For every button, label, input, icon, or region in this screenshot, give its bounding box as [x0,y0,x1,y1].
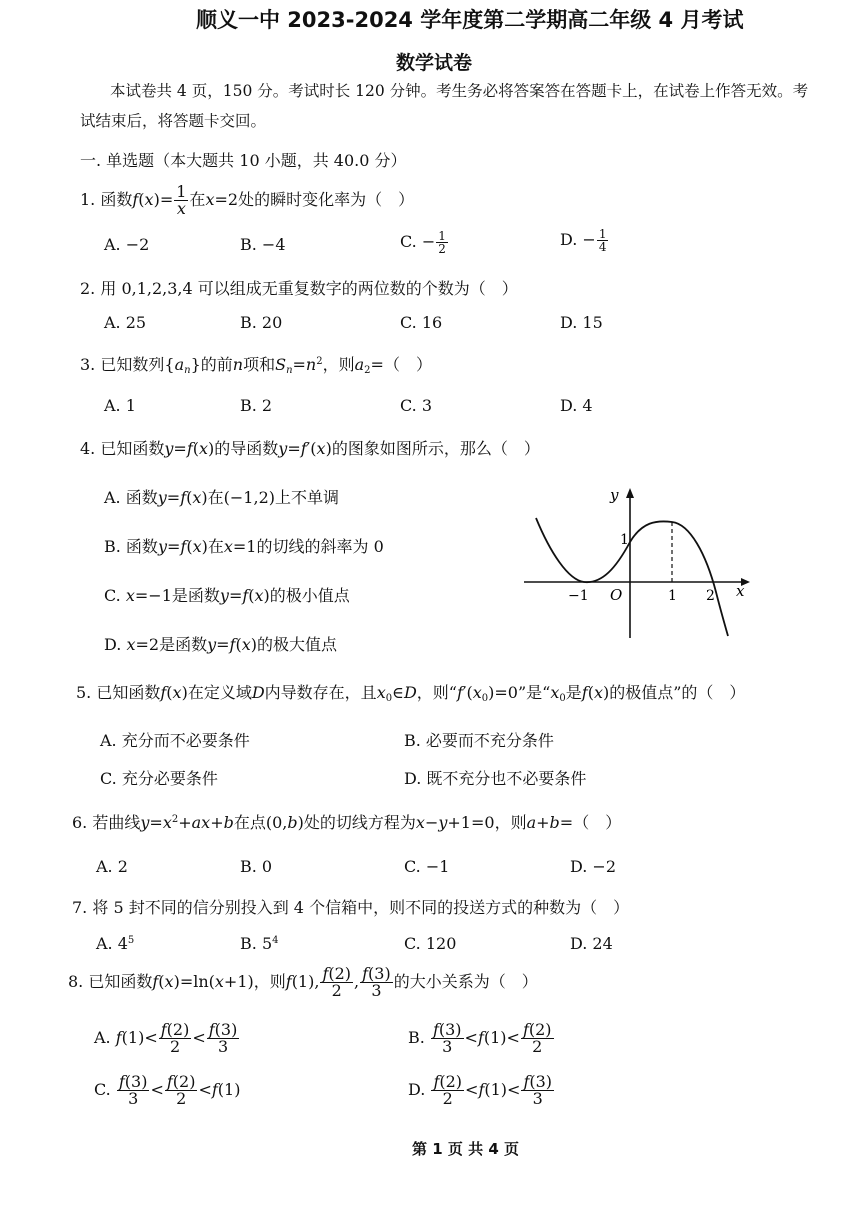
q1-option-b: B. −4 [240,235,286,254]
q7-option-a: A. $4^5$ [96,934,135,953]
question-4: 4. 已知函数y=f(x)的导函数y=f′(x)的图象如图所示，那么（ ） [80,439,540,458]
q3-option-b: B. 2 [240,396,273,415]
tick-label-2: 2 [706,588,715,604]
instructions-line-1: 本试卷共 4 页，150 分。考试时长 120 分钟。考生务必将答案答在答题卡上，在试卷上作答无效。考 [110,82,809,100]
tick-label-y1: 1 [620,532,629,548]
q2-option-a: A. 25 [104,313,147,332]
q2-option-c: C. 16 [400,313,443,332]
q2-option-b: B. 20 [240,313,283,332]
q6-option-c: C. −1 [404,857,450,876]
question-8: 8. 已知函数f(x)=ln(x+1)，则f(1), $\frac{f(2)}{2}$ , $\frac{f(3)}{3}$ 的大小关系为（ ） [68,964,538,1000]
q6-option-b: B. 0 [240,857,273,876]
q1-option-c: C. − $\frac{1}{2}$ [400,229,446,256]
q1-option-d: D. − $\frac{1}{4}$ [560,227,607,254]
tick-label-neg1: −1 [568,588,589,604]
question-3: 3. 已知数列$\{a_n\}$的前n项和$S_n=n^2$，则$a_2=$（ ） [80,355,432,376]
q5-option-a: A. 充分而不必要条件 [100,731,250,750]
q7-option-b: B. $5^4$ [240,934,279,953]
origin-label: O [610,586,623,604]
derivative-graph [520,482,760,642]
exam-subtitle: 数学试卷 [396,52,473,74]
q1-option-a: A. −2 [104,235,150,254]
q8-option-c: C. $\frac{f(3)}{3}$ < $\frac{f(2)}{2}$ <f(1) [94,1072,241,1108]
instructions-line-2: 试结束后，将答题卡交回。 [80,112,267,130]
tick-label-1: 1 [668,588,677,604]
question-2: 2. 用 0,1,2,3,4 可以组成无重复数字的两位数的个数为（ ） [80,279,518,298]
q3-option-d: D. 4 [560,396,593,415]
q5-option-c: C. 充分必要条件 [100,769,218,788]
q7-option-d: D. 24 [570,934,613,953]
q4-option-a: A. 函数y=f(x)在(−1,2)上不单调 [104,488,340,507]
q8-option-d: D. $\frac{f(2)}{2}$ <f(1)< $\frac{f(3)}{3}$ [408,1072,553,1108]
exam-title: 顺义一中 2023-2024 学年度第二学期高二年级 4 月考试 [196,8,744,32]
q8-option-b: B. $\frac{f(3)}{3}$ <f(1)< $\frac{f(2)}{2}$ [408,1020,552,1056]
q8-option-a: A. f(1)< $\frac{f(2)}{2}$ < $\frac{f(3)}{3}$ [94,1020,238,1056]
question-6: 6. 若曲线$y=x^2+ax+b$在点(0,b)处的切线方程为x−y+1=0，则a+b=（ ） [72,813,622,832]
q7-option-c: C. 120 [404,934,457,953]
q5-option-b: B. 必要而不充分条件 [404,731,554,750]
q3-option-c: C. 3 [400,396,433,415]
q4-option-c: C. x=−1是函数y=f(x)的极小值点 [104,586,350,605]
q2-option-d: D. 15 [560,313,603,332]
question-5: 5. 已知函数f(x)在定义域D内导数存在，且$x_0\in D$，则“$f'(x_0)=0$”是“$x_0$是f(x)的极值点”的（ ） [76,683,746,704]
q4-option-d: D. x=2是函数y=f(x)的极大值点 [104,635,337,654]
q6-option-d: D. −2 [570,857,617,876]
q5-option-d: D. 既不充分也不必要条件 [404,769,587,788]
q6-option-a: A. 2 [96,857,128,876]
x-axis-label: x [736,582,745,600]
question-number: 1. [80,190,96,209]
q3-option-a: A. 1 [104,396,136,415]
question-1: 1. 函数f(x)= $\frac{1}{x}$ 在x=2处的瞬时变化率为（ ） [80,182,415,218]
question-7: 7. 将 5 封不同的信分别投入到 4 个信箱中，则不同的投送方式的种数为（ ） [72,898,630,917]
q4-option-b: B. 函数y=f(x)在x=1的切线的斜率为 0 [104,537,384,556]
derivative-curve [536,518,728,636]
section-title: 一. 单选题（本大题共 10 小题，共 40.0 分） [80,151,407,170]
page-footer: 第 1 页 共 4 页 [412,1140,519,1158]
y-axis-label: y [610,486,619,504]
y-axis-arrow [626,488,634,498]
